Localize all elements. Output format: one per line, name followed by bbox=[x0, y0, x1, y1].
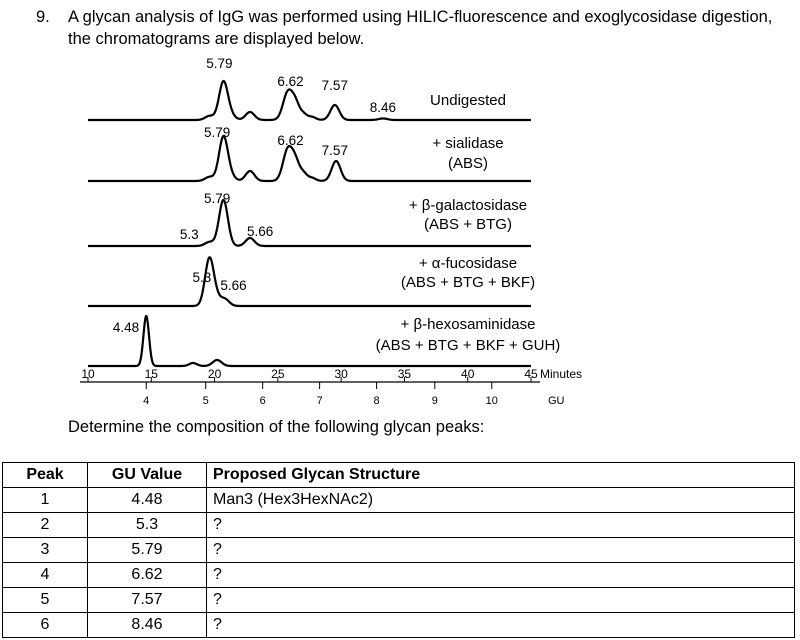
trace-label: (ABS + BTG + BKF) bbox=[400, 274, 536, 291]
gu-axis-label: GU bbox=[548, 395, 565, 407]
gu-tick-label: 9 bbox=[431, 395, 438, 407]
peak-label: 4.48 bbox=[112, 320, 140, 335]
structure-cell: Man3 (Hex3HexNAc2) bbox=[207, 488, 795, 513]
minutes-tick-label: 15 bbox=[144, 367, 158, 381]
peak-label: 5.3 bbox=[192, 270, 212, 285]
trace-label: (ABS + BTG) bbox=[424, 216, 512, 233]
gu-value-cell: 4.48 bbox=[88, 488, 207, 513]
peak-label: 5.79 bbox=[206, 56, 233, 71]
gu-value-cell: 8.46 bbox=[88, 613, 207, 638]
trace-label: + α-fucosidase bbox=[418, 255, 518, 272]
peak-cell: 2 bbox=[3, 513, 88, 538]
table-prompt: Determine the composition of the following glycan peaks: bbox=[68, 418, 485, 436]
gu-value-cell: 5.3 bbox=[88, 513, 207, 538]
peak-label: 5.79 bbox=[203, 191, 231, 206]
gu-tick-label: 6 bbox=[259, 395, 266, 407]
trace-label: (ABS + BTG + BKF + GUH) bbox=[375, 337, 561, 354]
gu-value-cell: 6.62 bbox=[88, 563, 207, 588]
gu-tick-label: 5 bbox=[202, 395, 209, 407]
peak-label: 6.62 bbox=[277, 133, 304, 148]
peak-label: 6.62 bbox=[277, 74, 304, 89]
table-row bbox=[3, 588, 795, 613]
peak-label: 5.66 bbox=[220, 278, 247, 293]
peak-label: 8.46 bbox=[369, 100, 397, 115]
trace-label: (ABS) bbox=[447, 155, 489, 172]
header-structure: Proposed Glycan Structure bbox=[207, 463, 795, 488]
table-row bbox=[3, 613, 795, 638]
table-row bbox=[3, 538, 795, 563]
structure-cell: ? bbox=[207, 538, 795, 563]
peak-cell: 1 bbox=[3, 488, 88, 513]
structure-cell: ? bbox=[207, 613, 795, 638]
peak-label: 7.57 bbox=[321, 143, 348, 158]
trace-label: Undigested bbox=[430, 92, 506, 109]
peak-cell: 5 bbox=[3, 588, 88, 613]
peak-label: 5.66 bbox=[246, 224, 274, 239]
minutes-tick-label: 35 bbox=[397, 367, 412, 381]
minutes-tick-label: 40 bbox=[461, 367, 475, 381]
minutes-tick-label: 30 bbox=[334, 367, 348, 381]
question-number: 9. bbox=[36, 8, 50, 26]
minutes-tick-label: 25 bbox=[271, 367, 285, 381]
gu-value-cell: 7.57 bbox=[88, 588, 207, 613]
trace-label: + β-galactosidase bbox=[408, 197, 528, 214]
table-header-row bbox=[3, 463, 795, 488]
gu-value-cell: 5.79 bbox=[88, 538, 207, 563]
header-peak: Peak bbox=[3, 463, 88, 488]
peak-label: 7.57 bbox=[321, 78, 348, 93]
minutes-axis-label: Minutes bbox=[540, 367, 583, 381]
peak-cell: 3 bbox=[3, 538, 88, 563]
table-row bbox=[3, 563, 795, 588]
header-gu-value: GU Value bbox=[88, 463, 207, 488]
gu-tick-label: 7 bbox=[316, 395, 323, 407]
peak-label: 5.79 bbox=[203, 125, 231, 140]
peak-cell: 4 bbox=[3, 563, 88, 588]
minutes-tick-label: 10 bbox=[81, 367, 95, 381]
table-row bbox=[3, 488, 795, 513]
minutes-tick-label: 45 bbox=[524, 367, 538, 381]
table-row bbox=[3, 513, 795, 538]
peak-cell: 6 bbox=[3, 613, 88, 638]
minutes-tick-label: 20 bbox=[207, 367, 222, 381]
gu-tick-label: 8 bbox=[373, 395, 380, 407]
trace-label: + sialidase bbox=[432, 135, 504, 152]
structure-cell: ? bbox=[207, 513, 795, 538]
gu-tick-label: 4 bbox=[143, 395, 150, 407]
trace-label: + β-hexosaminidase bbox=[400, 316, 536, 333]
question-text: A glycan analysis of IgG was performed using HILIC-fluorescence and exoglycosidase digestion, the chromatograms are displayed below. bbox=[68, 8, 773, 48]
structure-cell: ? bbox=[207, 588, 795, 613]
glycan-table bbox=[2, 462, 795, 638]
gu-tick-label: 10 bbox=[485, 395, 498, 407]
structure-cell: ? bbox=[207, 563, 795, 588]
peak-label: 5.3 bbox=[179, 227, 199, 242]
